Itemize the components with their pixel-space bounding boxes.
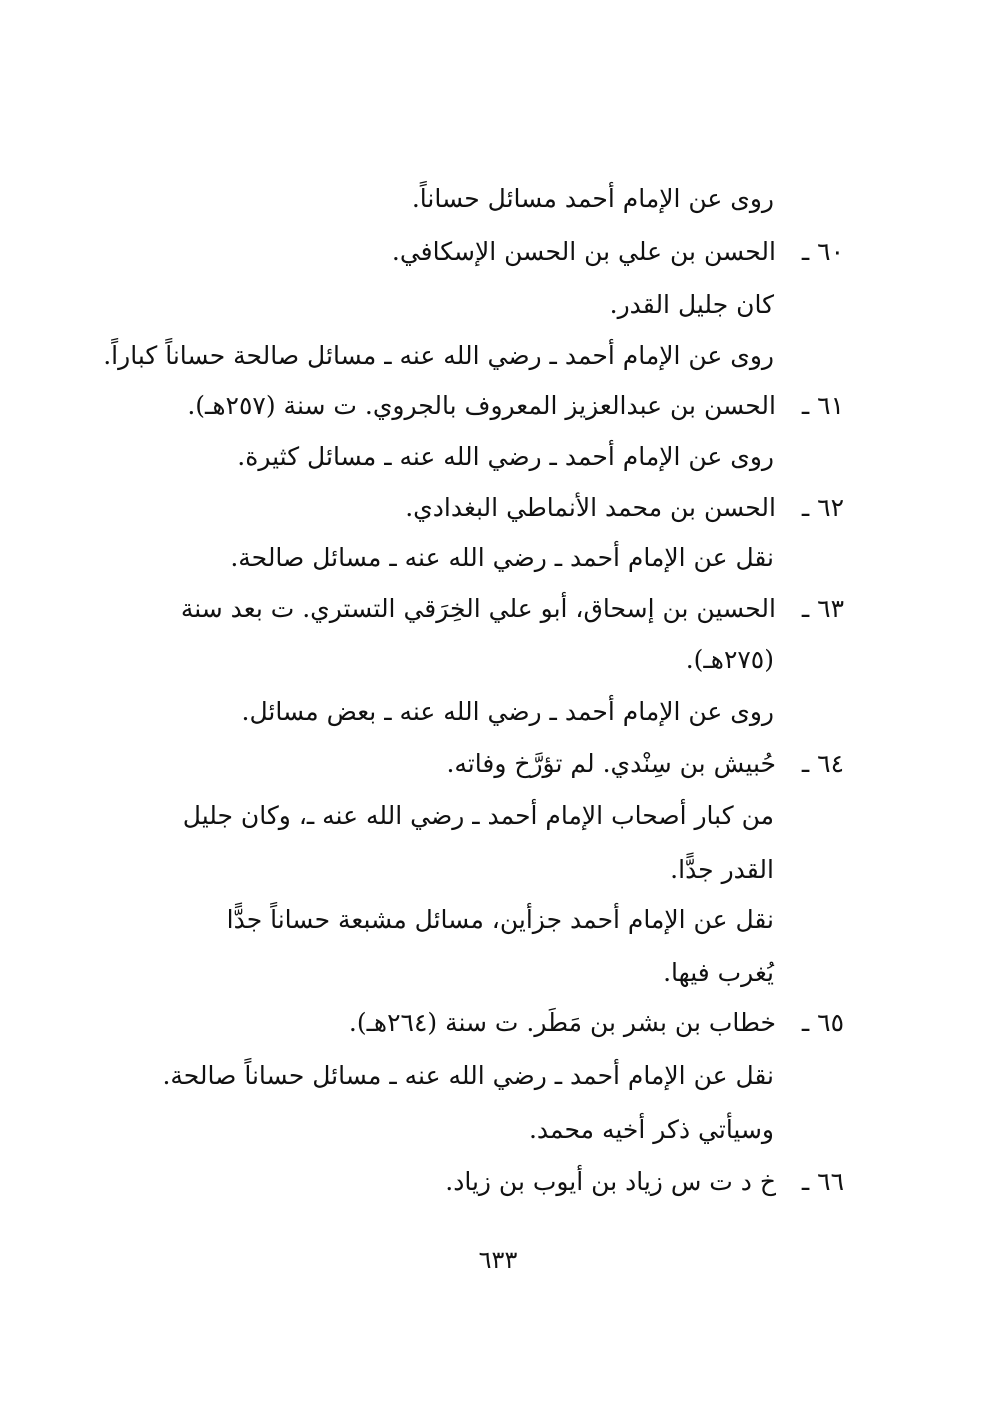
entry-line xyxy=(446,746,844,782)
line-text: روى عن الإمام أحمد مسائل حساناً. xyxy=(411,184,774,213)
entry-number: ٦٥ ـ xyxy=(801,1008,844,1037)
entry-number: ٦٢ ـ xyxy=(801,493,844,522)
text-line xyxy=(162,1058,774,1094)
text-line xyxy=(183,798,774,834)
line-text: من كبار أصحاب الإمام أحمد ـ رضي الله عنه ـ، وكان جليل xyxy=(182,801,774,830)
line-text: نقل عن الإمام أحمد ـ رضي الله عنه ـ مسائل صالحة. xyxy=(230,543,774,572)
line-text: روى عن الإمام أحمد ـ رضي الله عنه ـ مسائل صالحة حساناً كباراً. xyxy=(103,341,774,370)
line-text: روى عن الإمام أحمد ـ رضي الله عنه ـ مسائل كثيرة. xyxy=(237,442,774,471)
entry-line xyxy=(445,1164,844,1200)
line-text: القدر جدًّا. xyxy=(670,855,774,884)
entry-number: ٦١ ـ xyxy=(801,391,844,420)
entry-title: الحسين بن إسحاق، أبو علي الخِرَقي التستري. ت بعد سنة xyxy=(180,594,776,623)
page-number: ٦٣٣ xyxy=(478,1246,518,1274)
entry-title: خ د ت س زياد بن أيوب بن زياد. xyxy=(445,1167,776,1196)
entry-line xyxy=(132,591,844,627)
entry-line xyxy=(349,1005,844,1041)
entry-line xyxy=(392,234,844,270)
text-line xyxy=(663,955,774,991)
entry-title: الحسن بن عبدالعزيز المعروف بالجروي. ت سنة (٢٥٧هـ). xyxy=(187,391,776,420)
line-text: كان جليل القدر. xyxy=(609,290,774,319)
text-line xyxy=(686,642,774,678)
entry-line xyxy=(405,490,844,526)
entry-title: الحسن بن علي بن الحسن الإسكافي. xyxy=(391,237,776,266)
entry-number: ٦٤ ـ xyxy=(801,749,844,778)
line-text: نقل عن الإمام أحمد جزأين، مسائل مشبعة حساناً جدًّا xyxy=(226,905,774,934)
entry-line xyxy=(187,388,844,424)
text-line xyxy=(103,338,774,374)
text-line xyxy=(670,852,774,888)
text-line xyxy=(237,439,774,475)
line-text: يُغرب فيها. xyxy=(663,958,774,987)
line-text: (٢٧٥هـ). xyxy=(685,645,774,674)
line-text: روى عن الإمام أحمد ـ رضي الله عنه ـ بعض مسائل. xyxy=(241,697,774,726)
text-line xyxy=(610,287,774,323)
line-text: وسيأتي ذكر أخيه محمد. xyxy=(528,1115,774,1144)
entry-title: الحسن بن محمد الأنماطي البغدادي. xyxy=(405,493,776,522)
entry-number: ٦٦ ـ xyxy=(801,1167,844,1196)
text-line xyxy=(230,540,774,576)
entry-number: ٦٣ ـ xyxy=(801,594,844,623)
entry-title: حُبيش بن سِنْدي. لم تؤرَّخ وفاته. xyxy=(446,749,776,778)
entry-title: خطاب بن بشر بن مَطَر. ت سنة (٢٦٤هـ). xyxy=(348,1008,776,1037)
text-line xyxy=(412,181,774,217)
text-line xyxy=(529,1112,774,1148)
text-line xyxy=(242,694,774,730)
entry-number: ٦٠ ـ xyxy=(801,237,844,266)
line-text: نقل عن الإمام أحمد ـ رضي الله عنه ـ مسائل حساناً صالحة. xyxy=(162,1061,774,1090)
text-line xyxy=(227,902,774,938)
